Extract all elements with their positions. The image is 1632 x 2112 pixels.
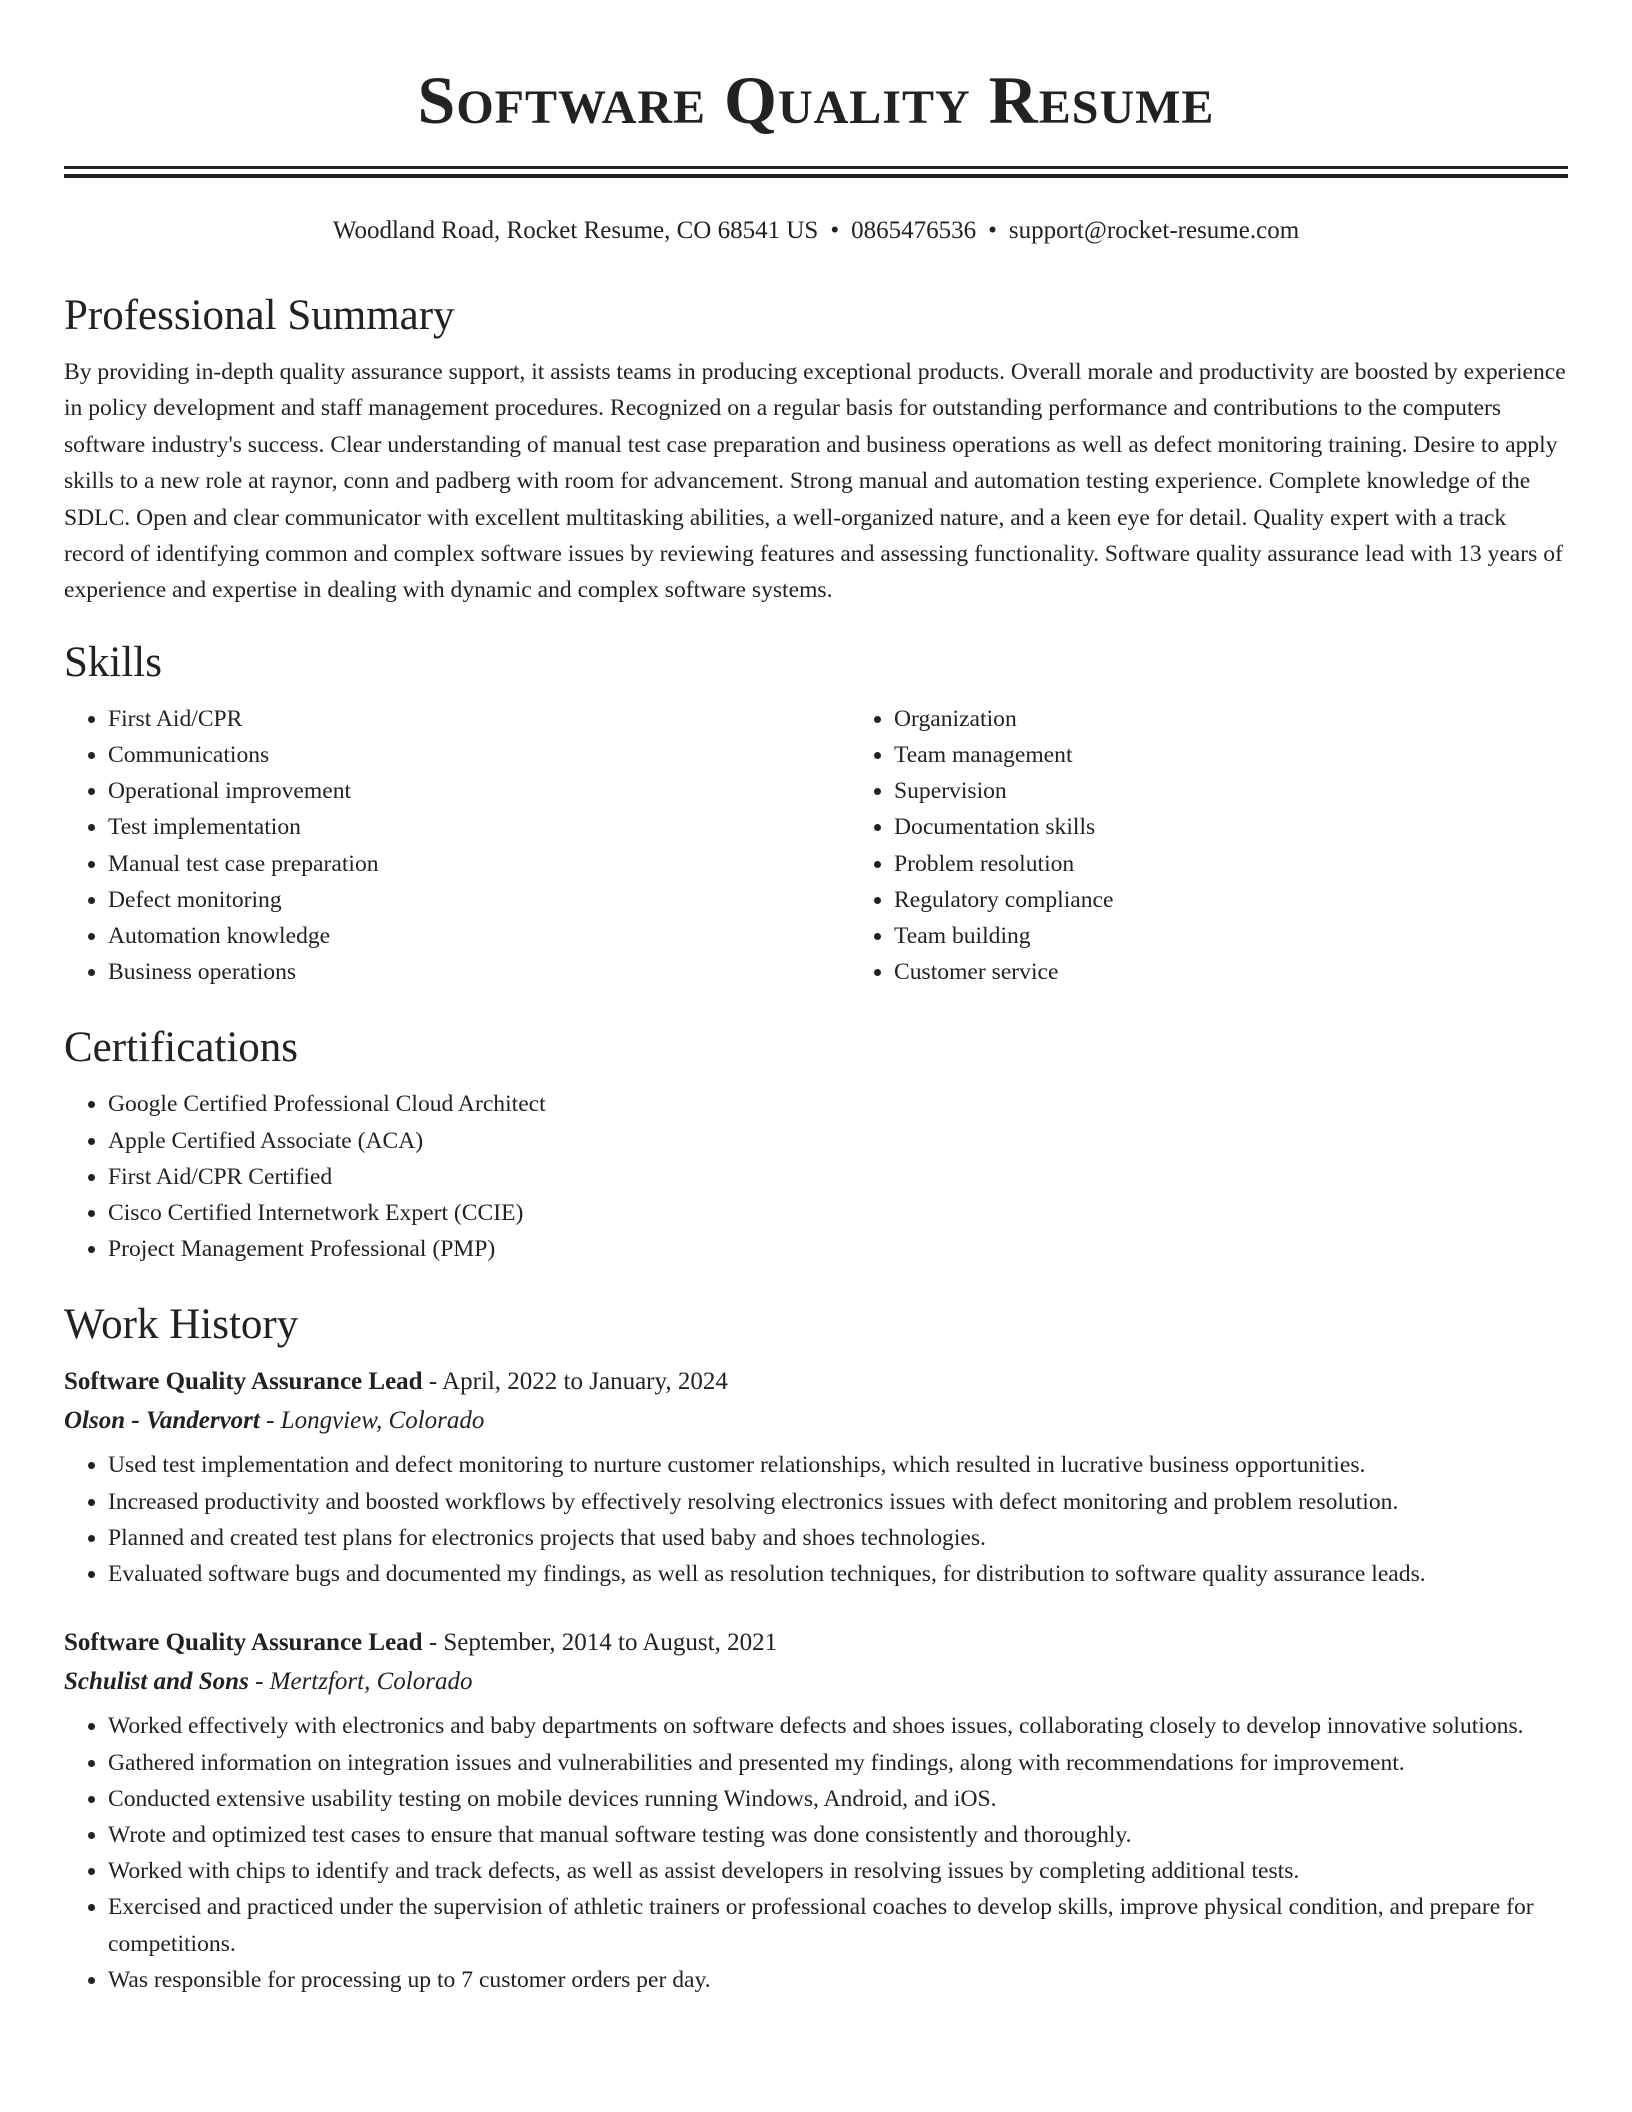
skill-item: • Test implementation [108,809,850,845]
title-divider [64,166,1568,178]
certification-item: • Project Management Professional (PMP) [108,1231,1568,1267]
skills-heading: Skills [64,638,162,686]
contact-line [64,214,1568,248]
job-bullet: • Worked with chips to identify and track defects, as well as assist developers in resolving issues by completing additional tests. [108,1853,1568,1889]
job-bullet: • Planned and created test plans for electronics projects that used baby and shoes technologies. [108,1520,1568,1556]
job-bullets [64,1447,1568,1592]
certifications-heading: Certifications [64,1024,299,1072]
skill-item: • Organization [894,701,1113,737]
skill-item: • Problem resolution [894,846,1113,882]
job-title: Software Quality Assurance Lead [64,1629,423,1657]
contact-address: Woodland Road, Rocket Resume, CO 68541 US [332,217,819,244]
job-bullet: • Evaluated software bugs and documented my findings, as well as resolution techniques, for distribution to software quality assurance leads. [108,1556,1568,1592]
skill-item: • First Aid/CPR [108,701,850,737]
skill-item: • Automation knowledge [108,918,850,954]
job-bullet: • Gathered information on integration issues and vulnerabilities and presented my findings, along with recommendations for improvement. [108,1745,1568,1781]
job-header [64,1363,1568,1401]
job-dates: - April, 2022 to January, 2024 [422,1368,728,1396]
skill-item: • Regulatory compliance [894,882,1113,918]
job-employer [64,1662,1568,1702]
skills-list-right [850,701,1113,991]
resume-content [64,288,1568,2030]
skill-item: • Team building [894,918,1113,954]
skill-item: • Operational improvement [108,773,850,809]
certification-item: • First Aid/CPR Certified [108,1159,1568,1195]
job-location: - Longview, Colorado [259,1407,485,1435]
contact-separator: • [988,217,997,244]
job-header [64,1624,1568,1662]
job-bullet: • Was responsible for processing up to 7 customer orders per day. [108,1962,1568,1998]
job-bullet: • Increased productivity and boosted workflows by effectively resolving electronics issues with defect monitoring and problem resolution. [108,1484,1568,1520]
job-entry [64,1624,1568,1998]
contact-email: support@rocket-resume.com [1008,217,1300,244]
summary-heading: Professional Summary [64,292,455,339]
summary-section [64,288,1568,609]
skill-item: • Supervision [894,773,1113,809]
job-company: Schulist and Sons [64,1668,249,1696]
job-entry [64,1363,1568,1592]
work-history-heading: Work History [64,1301,299,1349]
job-title: Software Quality Assurance Lead [64,1368,423,1396]
job-location: - Mertzfort, Colorado [248,1668,473,1696]
job-bullet: • Exercised and practiced under the supervision of athletic trainers or professional coaches to develop skills, improve physical condition, and prepare for competitions. [108,1889,1568,1961]
job-bullet: • Worked effectively with electronics and baby departments on software defects and shoes issues, collaborating closely to develop innovative solutions. [108,1708,1568,1744]
skill-item: • Communications [108,737,850,773]
job-company: Olson - Vandervort [64,1407,260,1435]
skill-item: • Business operations [108,954,850,990]
work-history-section [64,1297,1568,1997]
skill-item: • Manual test case preparation [108,846,850,882]
skill-item: • Defect monitoring [108,882,850,918]
certifications-list [64,1086,1568,1267]
skills-section [64,635,1568,991]
job-bullet: • Used test implementation and defect monitoring to nurture customer relationships, which resulted in lucrative business opportunities. [108,1447,1568,1483]
summary-text: By providing in-depth quality assurance support, it assists teams in producing exceptional products. Overall morale and productivity are boosted by experience in policy development and staff management procedures. Recognized on a regular basis for outstanding performance and contributions to the computers software industry's success. Clear understanding of manual test case preparation and business operations as well as defect monitoring training. Desire to apply skills to a new role at raynor, conn and padberg with room for advancement. Strong manual and automation testing experience. Complete knowledge of the SDLC. Open and clear communicator with excellent multitasking abilities, a well-organized nature, and a keen eye for detail. Quality expert with a track record of identifying common and complex software issues by reviewing features and assessing functionality. Software quality assurance lead with 13 years of experience and expertise in dealing with dynamic and complex software systems. [64,359,1566,604]
certification-item: • Apple Certified Associate (ACA) [108,1123,1568,1159]
certification-item: • Google Certified Professional Cloud Architect [108,1086,1568,1122]
resume-title: Software Quality Resume [417,62,1215,138]
skill-item: • Documentation skills [894,809,1113,845]
contact-separator: • [830,217,840,244]
job-bullet: • Wrote and optimized test cases to ensure that manual software testing was done consistently and thoroughly. [108,1817,1568,1853]
job-bullets [64,1708,1568,1998]
skills-list-left [64,701,850,991]
certification-item: • Cisco Certified Internetwork Expert (CCIE) [108,1195,1568,1231]
job-dates: - September, 2014 to August, 2021 [422,1629,778,1657]
job-employer [64,1401,1568,1441]
skill-item: • Team management [894,737,1113,773]
job-bullet: • Conducted extensive usability testing on mobile devices running Windows, Android, and iOS. [108,1781,1568,1817]
skills-columns [64,701,1568,991]
certifications-section [64,1020,1568,1267]
skill-item: • Customer service [894,954,1113,990]
contact-phone: 0865476536 [851,217,977,244]
